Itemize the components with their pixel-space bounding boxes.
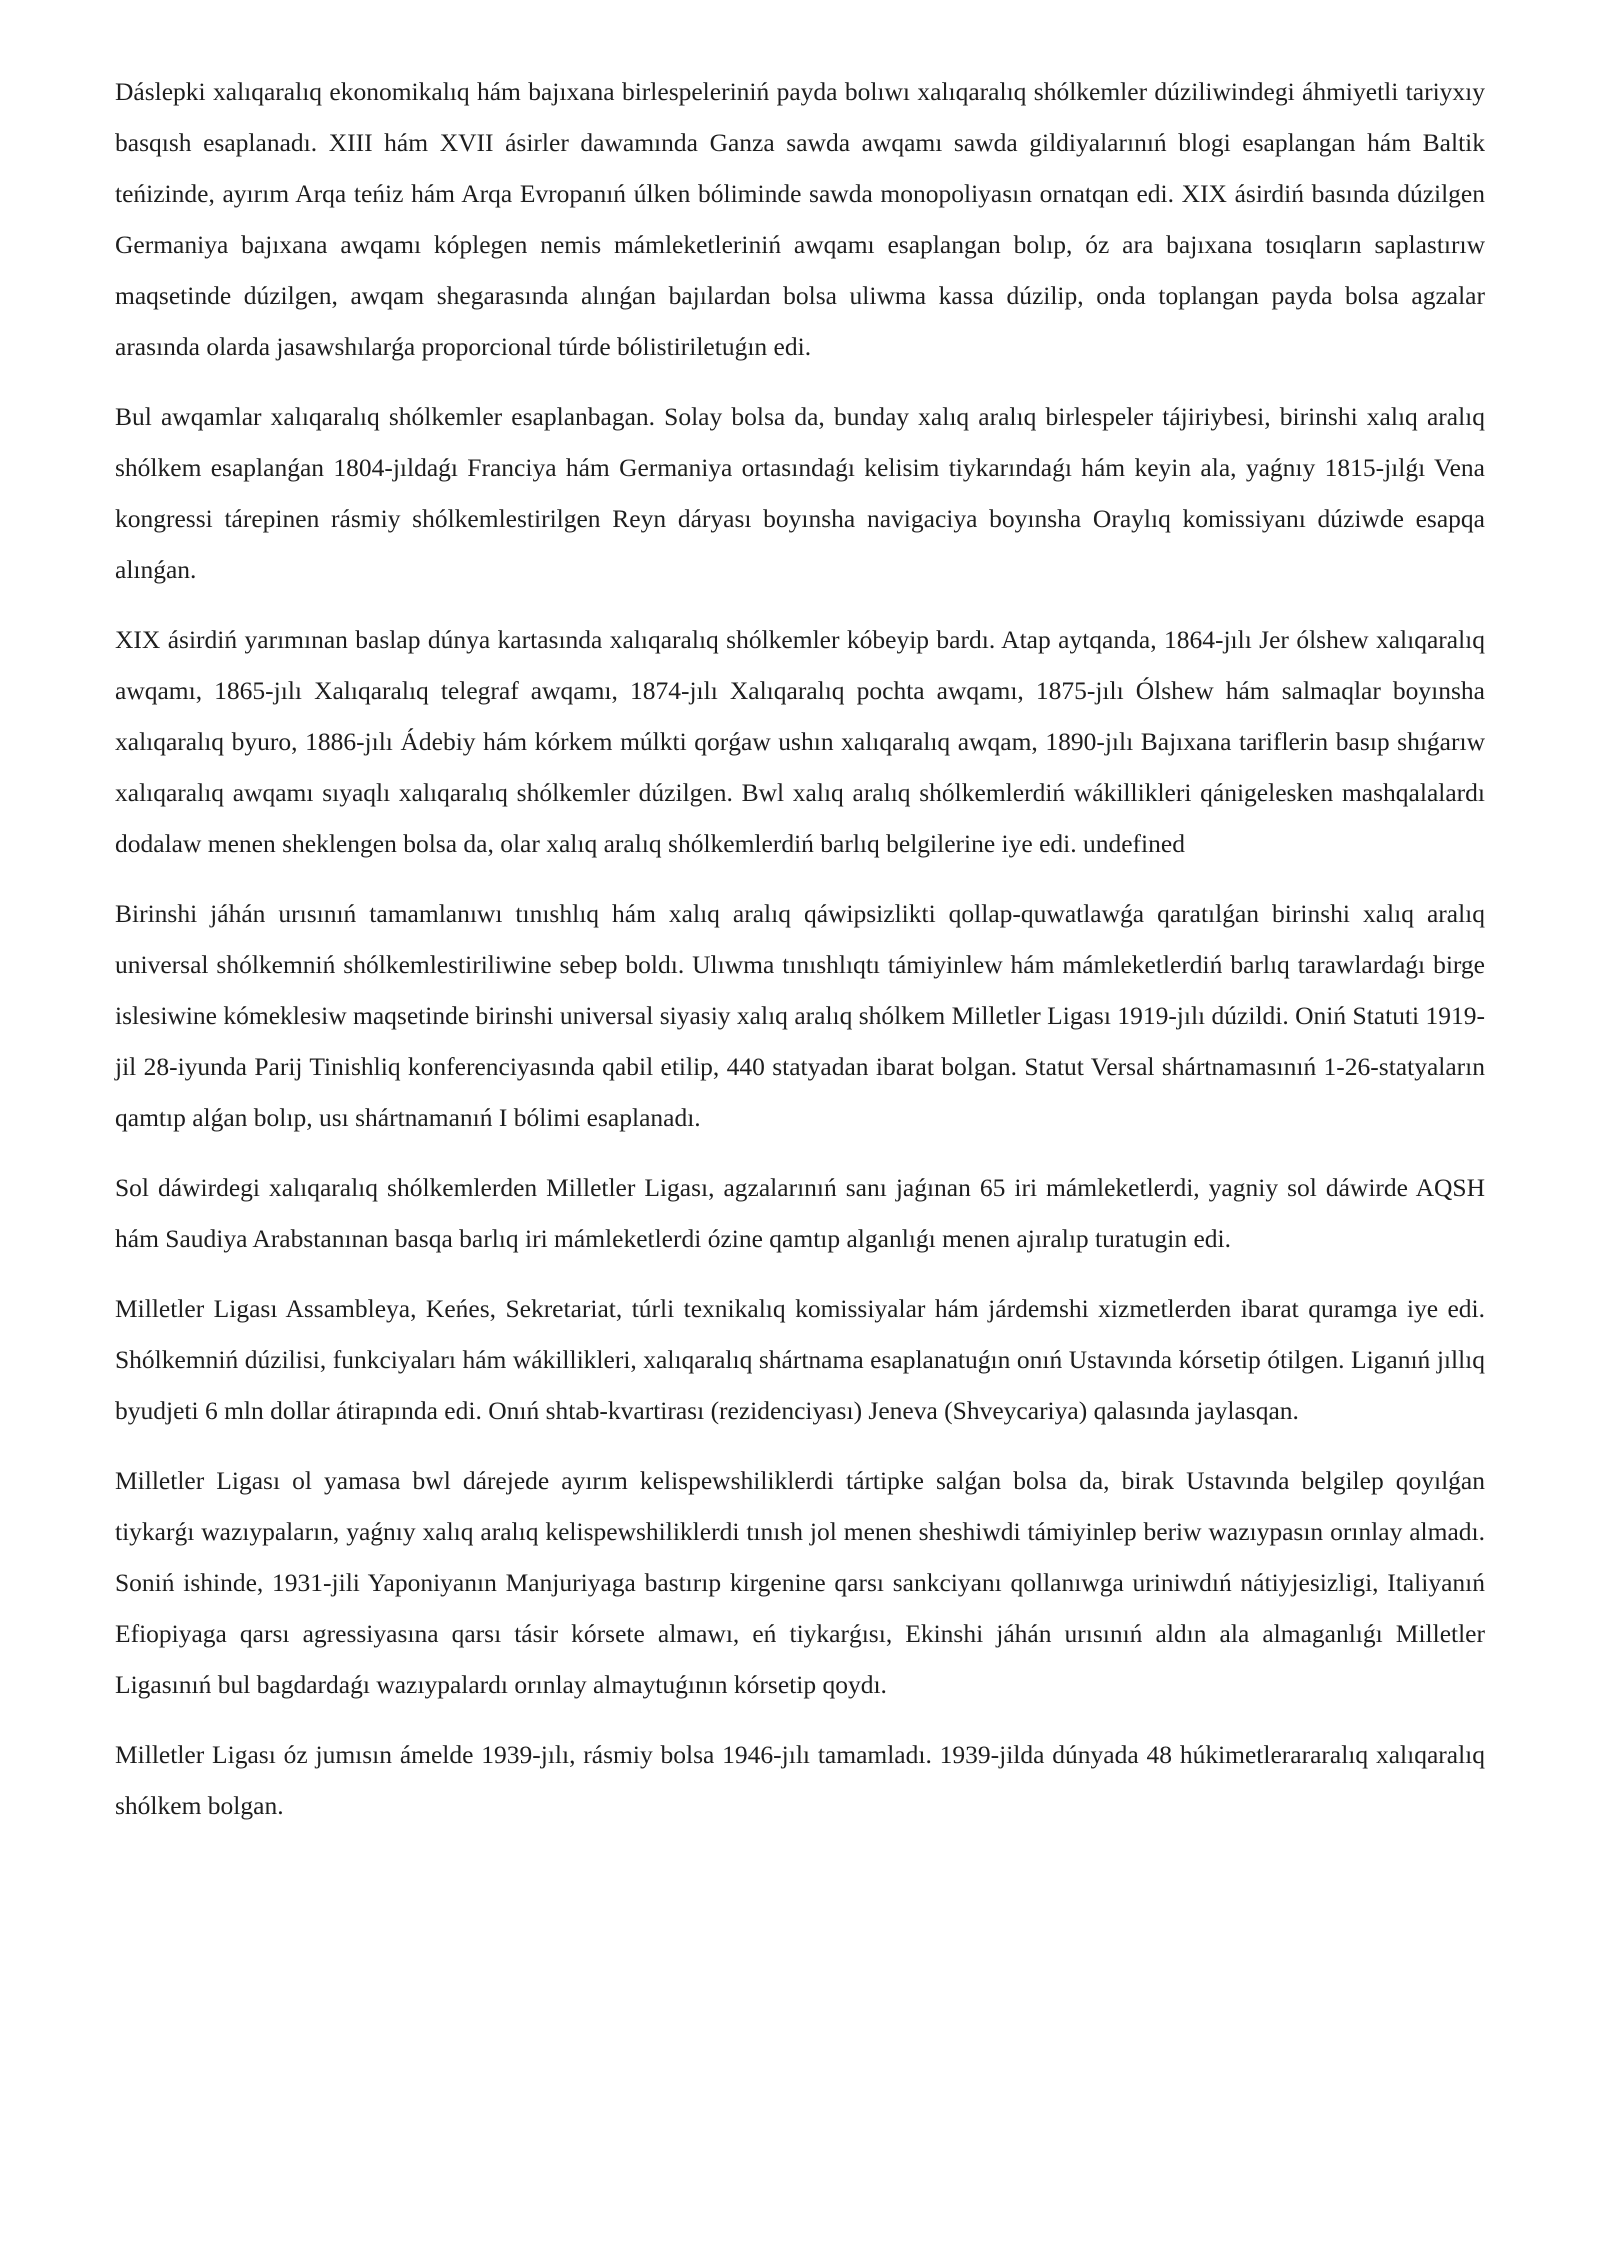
paragraph-4: Birinshi jáhán urısınıń tamamlanıwı tınıshlıq hám xalıq aralıq qáwipsizlikti qollap-quwatlawǵa qaratılǵan birinshi xalıq aralıq universal shólkemniń shólkemlestiriliwine sebep boldı. Ulıwma tınıshlıqtı támiyinlew hám mámleketlerdiń barlıq tarawlardaǵı birge islesiwine kómeklesiw maqsetinde birinshi universal siyasiy xalıq aralıq shólkem Milletler Ligası 1919-jılı dúzildi. Oniń Statuti 1919-jil 28-iyunda Parij Tinishliq konferenciyasında qabil etilip, 440 statyadan ibarat bolgan. Statut Versal shártnamasınıń 1-26-statyaların qamtıp alǵan bolıp, usı shártnamanıń I bólimi esaplanadı. [115, 899, 1485, 1132]
paragraph-8: Milletler Ligası óz jumısın ámelde 1939-jılı, rásmiy bolsa 1946-jılı tamamladı. 1939-jilda dúnyada 48 húkimetlerararalıq xalıqaralıq shólkem bolgan. [115, 1740, 1485, 1820]
document-page [115, 66, 1485, 1850]
paragraph-1: Dáslepki xalıqaralıq ekonomikalıq hám bajıxana birlespeleriniń payda bolıwı xalıqaralıq shólkemler dúziliwindegi áhmiyetli tariyxıy basqısh esaplanadı. XIII hám XVII ásirler dawamında Ganza sawda awqamı sawda gildiyalarınıń blogi esaplangan hám Baltik teńizinde, ayırım Arqa teńiz hám Arqa Evropanıń úlken bóliminde sawda monopoliyasın ornatqan edi. XIX ásirdiń basında dúzilgen Germaniya bajıxana awqamı kóplegen nemis mámleketleriniń awqamı esaplangan bolıp, óz ara bajıxana tosıqların saplastırıw maqsetinde dúzilgen, awqam shegarasında alınǵan bajılardan bolsa uliwma kassa dúzilip, onda toplangan payda bolsa agzalar arasında olarda jasawshılarǵa proporcional túrde bólistiriletuǵın edi. [115, 77, 1485, 361]
paragraph-3: XIX ásirdiń yarımınan baslap dúnya kartasında xalıqaralıq shólkemler kóbeyip bardı. Atap aytqanda, 1864-jılı Jer ólshew xalıqaralıq awqamı, 1865-jılı Xalıqaralıq telegraf awqamı, 1874-jılı Xalıqaralıq pochta awqamı, 1875-jılı Ólshew hám salmaqlar boyınsha xalıqaralıq byuro, 1886-jılı Ádebiy hám kórkem múlkti qorǵaw ushın xalıqaralıq awqam, 1890-jılı Bajıxana tariflerin basıp shıǵarıw xalıqaralıq awqamı sıyaqlı xalıqaralıq shólkemler dúzilgen. Bwl xalıq aralıq shólkemlerdiń wákillikleri qánigelesken mashqalalardı dodalaw menen sheklengen bolsa da, olar xalıq aralıq shólkemlerdiń barlıq belgilerine iye edi. undefined [115, 625, 1485, 858]
paragraph-7: Milletler Ligası ol yamasa bwl dárejede ayırım kelispewshiliklerdi tártipke salǵan bolsa da, birak Ustavında belgilep qoyılǵan tiykarǵı wazıypaların, yaǵnıy xalıq aralıq kelispewshiliklerdi tınısh jol menen sheshiwdi támiyinlep beriw wazıypasın orınlay almadı. Soniń ishinde, 1931-jili Yaponiyanın Manjuriyaga bastırıp kirgenine qarsı sankciyanı qollanıwga uriniwdıń nátiyjesizligi, Italiyanıń Efiopiyaga qarsı agressiyasına qarsı tásir kórsete almawı, eń tiykarǵısı, Ekinshi jáhán urısınıń aldın ala almaganlıǵı Milletler Ligasınıń bul bagdardaǵı wazıypalardı orınlay almaytuǵının kórsetip qoydı. [115, 1466, 1485, 1699]
paragraph-6: Milletler Ligası Assambleya, Keńes, Sekretariat, túrli texnikalıq komissiyalar hám járdemshi xizmetlerden ibarat quramga iye edi. Shólkemniń dúzilisi, funkciyaları hám wákillikleri, xalıqaralıq shártnama esaplanatuǵın onıń Ustavında kórsetip ótilgen. Liganıń jıllıq byudjeti 6 mln dollar átirapında edi. Onıń shtab-kvartirası (rezidenciyası) Jeneva (Shveycariya) qalasında jaylasqan. [115, 1294, 1485, 1425]
paragraph-2: Bul awqamlar xalıqaralıq shólkemler esaplanbagan. Solay bolsa da, bunday xalıq aralıq birlespeler tájiriybesi, birinshi xalıq aralıq shólkem esaplanǵan 1804-jıldaǵı Franciya hám Germaniya ortasındaǵı kelisim tiykarındaǵı hám keyin ala, yaǵnıy 1815-jılǵı Vena kongressi tárepinen rásmiy shólkemlestirilgen Reyn dáryası boyınsha navigaciya boyınsha Oraylıq komissiyanı dúziwde esapqa alınǵan. [115, 402, 1485, 584]
paragraph-5: Sol dáwirdegi xalıqaralıq shólkemlerden Milletler Ligası, agzalarınıń sanı jaǵınan 65 iri mámleketlerdi, yagniy sol dáwirde AQSH hám Saudiya Arabstanınan basqa barlıq iri mámleketlerdi ózine qamtıp alganlıǵı menen ajıralıp turatugin edi. [115, 1173, 1485, 1253]
